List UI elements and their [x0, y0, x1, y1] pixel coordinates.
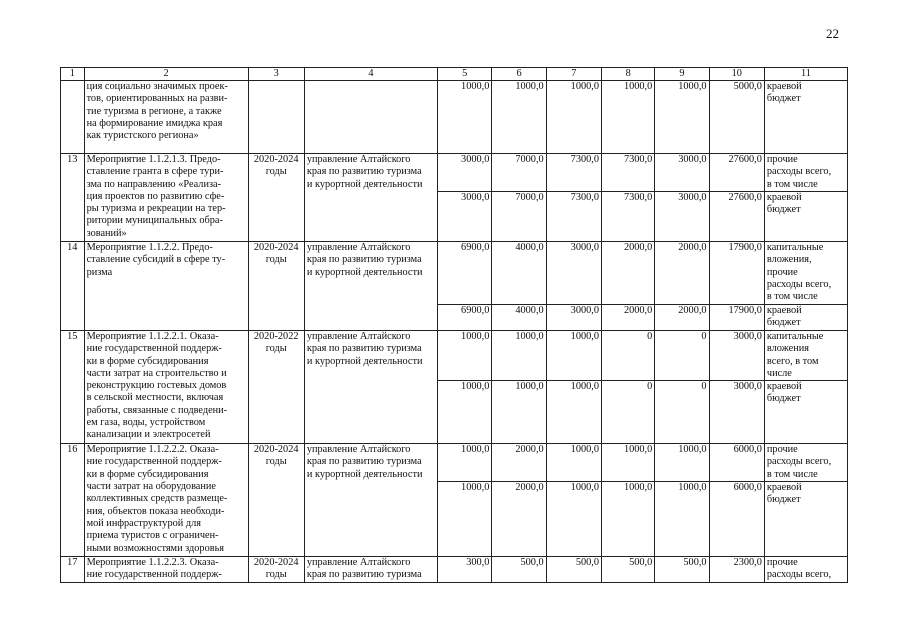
- value-cell: 7300,0: [602, 154, 655, 192]
- executor-cell: управление Алтайского края по развитию туризма и курортной деятельности: [304, 154, 437, 242]
- table-row: [61, 331, 848, 381]
- value-cell: 2000,0: [492, 482, 546, 557]
- value-cell: 3000,0: [546, 305, 601, 331]
- funding-source-cell: прочие расходы всего,: [764, 557, 847, 583]
- value-cell: 2000,0: [602, 242, 655, 305]
- value-cell: 7300,0: [546, 192, 601, 242]
- value-cell: 2300,0: [709, 557, 764, 583]
- table-row: [61, 242, 848, 305]
- table-row: [61, 557, 848, 583]
- header-cell: 7: [546, 68, 601, 81]
- value-cell: 1000,0: [492, 81, 546, 154]
- value-cell: 27600,0: [709, 154, 764, 192]
- header-cell: 3: [248, 68, 304, 81]
- value-cell: 6000,0: [709, 444, 764, 482]
- header-cell: 1: [61, 68, 85, 81]
- value-cell: 7000,0: [492, 154, 546, 192]
- row-number-cell: 13: [61, 154, 85, 242]
- value-cell: 1000,0: [438, 482, 492, 557]
- funding-source-cell: капитальные вложения всего, в том числе: [764, 331, 847, 381]
- value-cell: 500,0: [602, 557, 655, 583]
- funding-source-cell: прочие расходы всего, в том числе: [764, 154, 847, 192]
- value-cell: 1000,0: [546, 81, 601, 154]
- row-number-cell: 14: [61, 242, 85, 331]
- executor-cell: управление Алтайского края по развитию туризма и курортной деятельности: [304, 331, 437, 444]
- executor-cell: [304, 81, 437, 154]
- header-cell: 10: [709, 68, 764, 81]
- value-cell: 1000,0: [438, 381, 492, 444]
- value-cell: 3000,0: [709, 331, 764, 381]
- header-cell: 9: [655, 68, 709, 81]
- value-cell: 0: [655, 381, 709, 444]
- table-row: [61, 81, 848, 154]
- value-cell: 1000,0: [492, 381, 546, 444]
- header-cell: 2: [84, 68, 248, 81]
- funding-source-cell: прочие расходы всего, в том числе: [764, 444, 847, 482]
- value-cell: 2000,0: [655, 242, 709, 305]
- header-row: [61, 68, 848, 81]
- measure-name-cell: Мероприятие 1.1.2.2.2. Оказа- ние государственной поддерж- ки в форме субсидирования части затрат на оборудование коллективных средств размеще- ния, объектов показа необходи- мой инфраструктурой для приема туристов с ограничен- ными возможностями здоровья: [84, 444, 248, 557]
- budget-table: [60, 67, 848, 583]
- value-cell: 3000,0: [438, 192, 492, 242]
- value-cell: 6900,0: [438, 305, 492, 331]
- row-number-cell: 16: [61, 444, 85, 557]
- executor-cell: управление Алтайского края по развитию туризма: [304, 557, 437, 583]
- value-cell: 1000,0: [546, 381, 601, 444]
- funding-source-cell: краевой бюджет: [764, 381, 847, 444]
- funding-source-cell: капитальные вложения, прочие расходы всего, в том числе: [764, 242, 847, 305]
- funding-source-cell: краевой бюджет: [764, 192, 847, 242]
- value-cell: 3000,0: [438, 154, 492, 192]
- funding-source-cell: краевой бюджет: [764, 482, 847, 557]
- value-cell: 7000,0: [492, 192, 546, 242]
- value-cell: 1000,0: [438, 331, 492, 381]
- value-cell: 7300,0: [602, 192, 655, 242]
- header-cell: 6: [492, 68, 546, 81]
- value-cell: 1000,0: [602, 444, 655, 482]
- value-cell: 7300,0: [546, 154, 601, 192]
- value-cell: 500,0: [655, 557, 709, 583]
- period-cell: 2020-2022 годы: [248, 331, 304, 444]
- period-cell: 2020-2024 годы: [248, 557, 304, 583]
- value-cell: 1000,0: [438, 444, 492, 482]
- value-cell: 3000,0: [709, 381, 764, 444]
- page-number: 22: [826, 26, 839, 41]
- value-cell: 1000,0: [655, 444, 709, 482]
- value-cell: 0: [602, 381, 655, 444]
- value-cell: 1000,0: [546, 444, 601, 482]
- value-cell: 6000,0: [709, 482, 764, 557]
- row-number-cell: [61, 81, 85, 154]
- measure-name-cell: Мероприятие 1.1.2.2.3. Оказа- ние государственной поддерж-: [84, 557, 248, 583]
- value-cell: 1000,0: [492, 331, 546, 381]
- value-cell: 3000,0: [655, 154, 709, 192]
- measure-name-cell: Мероприятие 1.1.2.2. Предо- ставление субсидий в сфере ту- ризма: [84, 242, 248, 331]
- value-cell: 500,0: [546, 557, 601, 583]
- value-cell: 5000,0: [709, 81, 764, 154]
- funding-source-cell: краевой бюджет: [764, 305, 847, 331]
- value-cell: 2000,0: [655, 305, 709, 331]
- value-cell: 4000,0: [492, 305, 546, 331]
- period-cell: 2020-2024 годы: [248, 154, 304, 242]
- value-cell: 1000,0: [655, 81, 709, 154]
- measure-name-cell: ция социально значимых проек- тов, ориентированных на разви- тие туризма в регионе, а также на формирование имиджа края как туристского региона»: [84, 81, 248, 154]
- executor-cell: управление Алтайского края по развитию туризма и курортной деятельности: [304, 242, 437, 331]
- value-cell: 2000,0: [602, 305, 655, 331]
- value-cell: 500,0: [492, 557, 546, 583]
- value-cell: 1000,0: [602, 482, 655, 557]
- value-cell: 17900,0: [709, 242, 764, 305]
- row-number-cell: 15: [61, 331, 85, 444]
- period-cell: 2020-2024 годы: [248, 444, 304, 557]
- value-cell: 1000,0: [546, 482, 601, 557]
- period-cell: [248, 81, 304, 154]
- executor-cell: управление Алтайского края по развитию туризма и курортной деятельности: [304, 444, 437, 557]
- header-cell: 4: [304, 68, 437, 81]
- value-cell: 0: [655, 331, 709, 381]
- header-cell: 8: [602, 68, 655, 81]
- measure-name-cell: Мероприятие 1.1.2.2.1. Оказа- ние государственной поддерж- ки в форме субсидирования части затрат на строительство и реконструкцию гостевых домов в сельской местности, включая работы, связанные с подведени- ем газа, воды, устройством канализации и электросетей: [84, 331, 248, 444]
- value-cell: 1000,0: [655, 482, 709, 557]
- header-cell: 5: [438, 68, 492, 81]
- value-cell: 1000,0: [546, 331, 601, 381]
- measure-name-cell: Мероприятие 1.1.2.1.3. Предо- ставление гранта в сфере тури- зма по направлению «Реализа- ция проектов по развитию сфе- ры туризма и рекреации на тер- ритории муниципальных обра- зований»: [84, 154, 248, 242]
- value-cell: 1000,0: [438, 81, 492, 154]
- value-cell: 1000,0: [602, 81, 655, 154]
- value-cell: 6900,0: [438, 242, 492, 305]
- value-cell: 4000,0: [492, 242, 546, 305]
- value-cell: 0: [602, 331, 655, 381]
- value-cell: 3000,0: [546, 242, 601, 305]
- funding-source-cell: краевой бюджет: [764, 81, 847, 154]
- table-row: [61, 444, 848, 482]
- header-cell: 11: [764, 68, 847, 81]
- value-cell: 17900,0: [709, 305, 764, 331]
- value-cell: 300,0: [438, 557, 492, 583]
- value-cell: 2000,0: [492, 444, 546, 482]
- value-cell: 27600,0: [709, 192, 764, 242]
- row-number-cell: 17: [61, 557, 85, 583]
- period-cell: 2020-2024 годы: [248, 242, 304, 331]
- value-cell: 3000,0: [655, 192, 709, 242]
- table-row: [61, 154, 848, 192]
